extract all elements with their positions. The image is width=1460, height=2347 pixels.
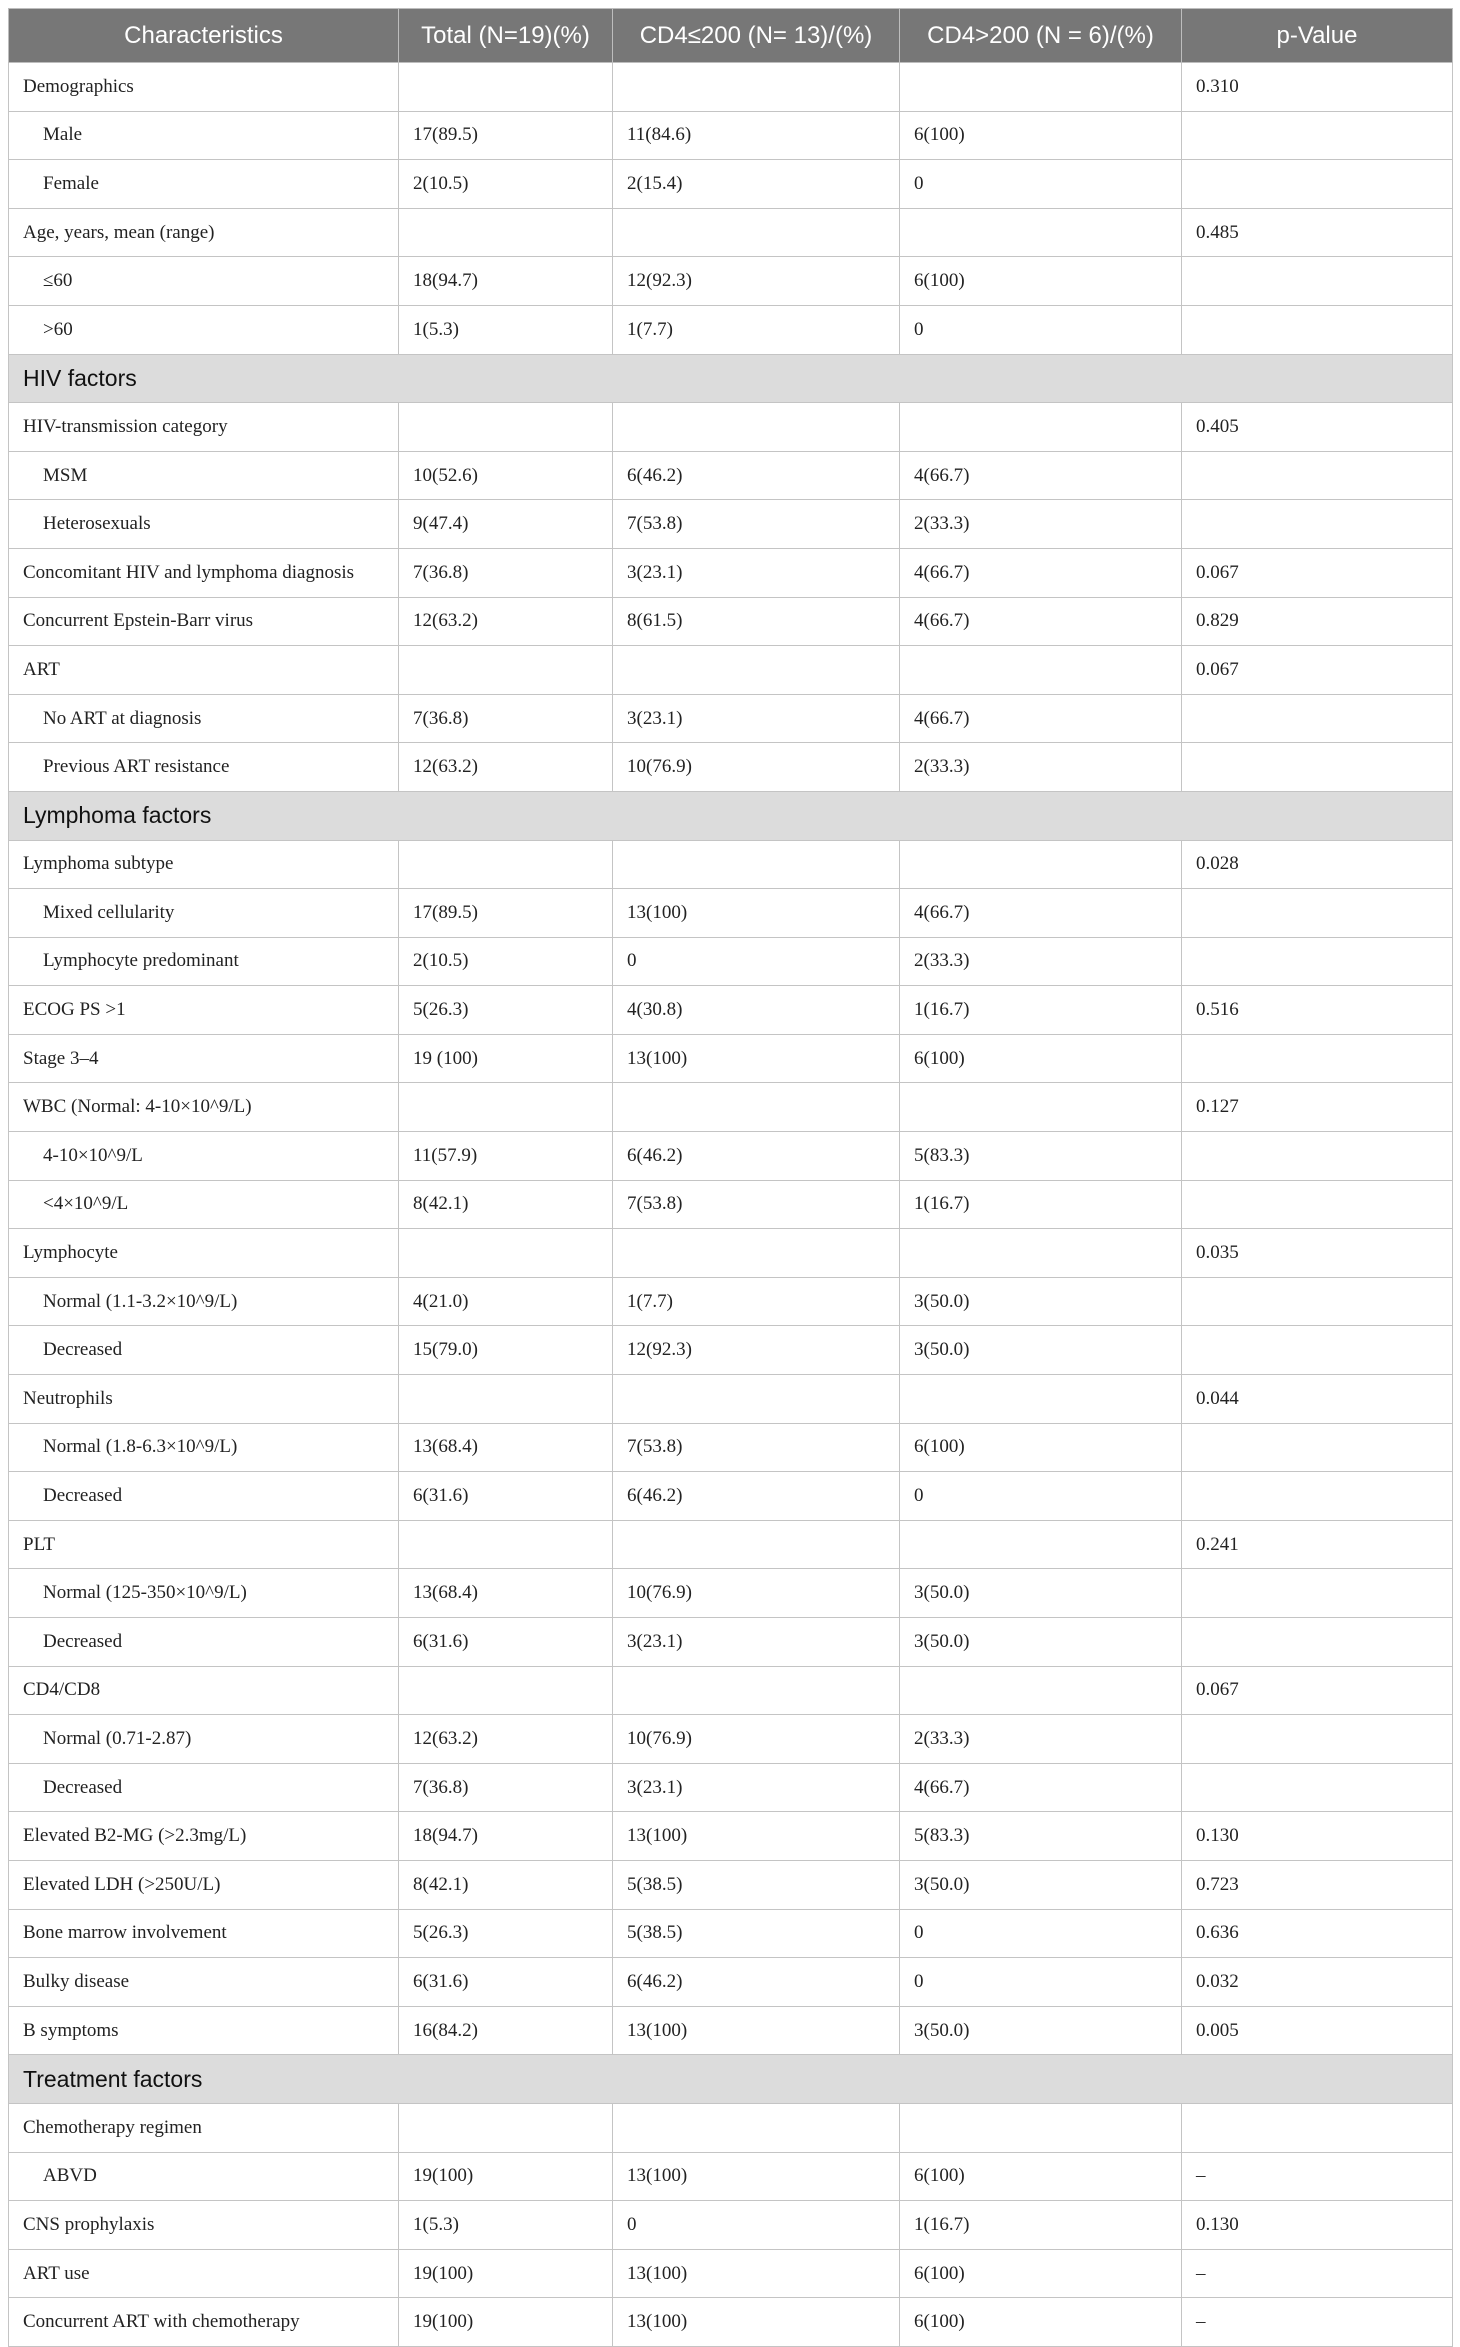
cell-cd4-low: 3(23.1) bbox=[613, 548, 900, 597]
cell-cd4-high: 2(33.3) bbox=[900, 743, 1182, 792]
cell-characteristic: MSM bbox=[9, 451, 399, 500]
table-header bbox=[9, 9, 1453, 63]
cell-cd4-high: 0 bbox=[900, 305, 1182, 354]
cell-cd4-high bbox=[900, 840, 1182, 889]
cell-cd4-high: 3(50.0) bbox=[900, 1860, 1182, 1909]
cell-cd4-low: 13(100) bbox=[613, 2249, 900, 2298]
cell-characteristic: <4×10^9/L bbox=[9, 1180, 399, 1229]
cell-total: 9(47.4) bbox=[399, 500, 613, 549]
cell-cd4-high: 3(50.0) bbox=[900, 1326, 1182, 1375]
cell-p-value bbox=[1182, 743, 1453, 792]
cell-cd4-high: 1(16.7) bbox=[900, 1180, 1182, 1229]
cell-cd4-high: 3(50.0) bbox=[900, 2006, 1182, 2055]
cell-cd4-high: 6(100) bbox=[900, 111, 1182, 160]
cell-p-value bbox=[1182, 1277, 1453, 1326]
cell-characteristic: ≤60 bbox=[9, 257, 399, 306]
cell-p-value bbox=[1182, 1618, 1453, 1667]
cell-p-value: 0.241 bbox=[1182, 1520, 1453, 1569]
cell-characteristic: Elevated LDH (>250U/L) bbox=[9, 1860, 399, 1909]
cell-cd4-low: 10(76.9) bbox=[613, 743, 900, 792]
table-row bbox=[9, 1180, 1453, 1229]
cell-total bbox=[399, 1520, 613, 1569]
cell-total: 7(36.8) bbox=[399, 548, 613, 597]
header-cd4-high: CD4>200 (N = 6)/(%) bbox=[900, 9, 1182, 63]
cell-p-value bbox=[1182, 1715, 1453, 1764]
cell-total: 12(63.2) bbox=[399, 743, 613, 792]
cell-characteristic: ECOG PS >1 bbox=[9, 986, 399, 1035]
cell-cd4-low: 0 bbox=[613, 2201, 900, 2250]
table-row bbox=[9, 305, 1453, 354]
cell-characteristic: Decreased bbox=[9, 1326, 399, 1375]
table-row bbox=[9, 208, 1453, 257]
table-row bbox=[9, 548, 1453, 597]
cell-characteristic: B symptoms bbox=[9, 2006, 399, 2055]
cell-cd4-high: 5(83.3) bbox=[900, 1132, 1182, 1181]
cell-cd4-low: 13(100) bbox=[613, 1812, 900, 1861]
cell-characteristic: Lymphoma subtype bbox=[9, 840, 399, 889]
cell-p-value: 0.005 bbox=[1182, 2006, 1453, 2055]
cell-cd4-high: 3(50.0) bbox=[900, 1277, 1182, 1326]
cell-cd4-low: 10(76.9) bbox=[613, 1569, 900, 1618]
table-row bbox=[9, 1909, 1453, 1958]
cell-p-value: 0.130 bbox=[1182, 1812, 1453, 1861]
cell-p-value bbox=[1182, 1763, 1453, 1812]
cell-p-value bbox=[1182, 694, 1453, 743]
cell-cd4-low: 13(100) bbox=[613, 2006, 900, 2055]
cell-characteristic: Normal (1.1-3.2×10^9/L) bbox=[9, 1277, 399, 1326]
cell-characteristic: Decreased bbox=[9, 1618, 399, 1667]
header-characteristics: Characteristics bbox=[9, 9, 399, 63]
cell-cd4-high bbox=[900, 208, 1182, 257]
cell-p-value bbox=[1182, 451, 1453, 500]
cell-p-value: 0.485 bbox=[1182, 208, 1453, 257]
cell-total bbox=[399, 403, 613, 452]
cell-p-value: 0.723 bbox=[1182, 1860, 1453, 1909]
cell-total bbox=[399, 840, 613, 889]
cell-cd4-low: 7(53.8) bbox=[613, 1180, 900, 1229]
cell-cd4-low bbox=[613, 1229, 900, 1278]
cell-characteristic: PLT bbox=[9, 1520, 399, 1569]
cell-characteristic: Bone marrow involvement bbox=[9, 1909, 399, 1958]
cell-p-value: 0.127 bbox=[1182, 1083, 1453, 1132]
section-header-row bbox=[9, 2055, 1453, 2104]
cell-cd4-low: 8(61.5) bbox=[613, 597, 900, 646]
cell-p-value bbox=[1182, 500, 1453, 549]
table-row bbox=[9, 1229, 1453, 1278]
cell-total: 13(68.4) bbox=[399, 1569, 613, 1618]
section-header-row bbox=[9, 791, 1453, 840]
cell-cd4-low: 5(38.5) bbox=[613, 1909, 900, 1958]
cell-p-value: 0.067 bbox=[1182, 1666, 1453, 1715]
cell-cd4-high bbox=[900, 1520, 1182, 1569]
cell-p-value: 0.035 bbox=[1182, 1229, 1453, 1278]
table-row bbox=[9, 694, 1453, 743]
cell-p-value: 0.067 bbox=[1182, 646, 1453, 695]
cell-cd4-low: 3(23.1) bbox=[613, 694, 900, 743]
cell-cd4-high: 2(33.3) bbox=[900, 500, 1182, 549]
table-row bbox=[9, 986, 1453, 1035]
cell-p-value bbox=[1182, 889, 1453, 938]
cell-cd4-low bbox=[613, 1520, 900, 1569]
table-row bbox=[9, 1326, 1453, 1375]
table-row bbox=[9, 2249, 1453, 2298]
cell-cd4-high: 6(100) bbox=[900, 2298, 1182, 2347]
cell-cd4-low bbox=[613, 403, 900, 452]
cell-cd4-high: 4(66.7) bbox=[900, 889, 1182, 938]
cell-cd4-high: 0 bbox=[900, 160, 1182, 209]
cell-cd4-high: 4(66.7) bbox=[900, 694, 1182, 743]
cell-cd4-high bbox=[900, 63, 1182, 112]
table-row bbox=[9, 111, 1453, 160]
cell-total bbox=[399, 208, 613, 257]
cell-p-value bbox=[1182, 1472, 1453, 1521]
cell-characteristic: Bulky disease bbox=[9, 1958, 399, 2007]
table-row bbox=[9, 1375, 1453, 1424]
cell-total: 7(36.8) bbox=[399, 1763, 613, 1812]
table-row bbox=[9, 160, 1453, 209]
cell-characteristic: Demographics bbox=[9, 63, 399, 112]
cell-cd4-low: 6(46.2) bbox=[613, 1958, 900, 2007]
cell-cd4-low: 0 bbox=[613, 937, 900, 986]
cell-cd4-low: 3(23.1) bbox=[613, 1763, 900, 1812]
cell-cd4-low: 13(100) bbox=[613, 1034, 900, 1083]
cell-characteristic: Neutrophils bbox=[9, 1375, 399, 1424]
cell-cd4-high: 0 bbox=[900, 1958, 1182, 2007]
cell-p-value bbox=[1182, 2103, 1453, 2152]
cell-cd4-high bbox=[900, 1083, 1182, 1132]
cell-cd4-high bbox=[900, 646, 1182, 695]
header-cd4-low: CD4≤200 (N= 13)/(%) bbox=[613, 9, 900, 63]
cell-cd4-high: 6(100) bbox=[900, 1034, 1182, 1083]
cell-total: 7(36.8) bbox=[399, 694, 613, 743]
cell-total: 19(100) bbox=[399, 2152, 613, 2201]
cell-total bbox=[399, 1229, 613, 1278]
cell-cd4-high: 4(66.7) bbox=[900, 1763, 1182, 1812]
cell-p-value: – bbox=[1182, 2152, 1453, 2201]
cell-total: 5(26.3) bbox=[399, 1909, 613, 1958]
cell-total: 2(10.5) bbox=[399, 160, 613, 209]
cell-total bbox=[399, 2103, 613, 2152]
cell-total: 8(42.1) bbox=[399, 1180, 613, 1229]
cell-cd4-low: 13(100) bbox=[613, 889, 900, 938]
cell-p-value bbox=[1182, 160, 1453, 209]
table-row bbox=[9, 2201, 1453, 2250]
cell-characteristic: Age, years, mean (range) bbox=[9, 208, 399, 257]
cell-p-value bbox=[1182, 1180, 1453, 1229]
cell-cd4-low: 6(46.2) bbox=[613, 1132, 900, 1181]
cell-p-value: 0.405 bbox=[1182, 403, 1453, 452]
cell-cd4-low bbox=[613, 1375, 900, 1424]
cell-total: 2(10.5) bbox=[399, 937, 613, 986]
cell-characteristic: 4-10×10^9/L bbox=[9, 1132, 399, 1181]
cell-cd4-high: 6(100) bbox=[900, 1423, 1182, 1472]
table-row bbox=[9, 2298, 1453, 2347]
table-row bbox=[9, 2006, 1453, 2055]
cell-cd4-low: 12(92.3) bbox=[613, 257, 900, 306]
cell-p-value: 0.130 bbox=[1182, 2201, 1453, 2250]
table-row bbox=[9, 937, 1453, 986]
cell-characteristic: Concomitant HIV and lymphoma diagnosis bbox=[9, 548, 399, 597]
cell-p-value: – bbox=[1182, 2298, 1453, 2347]
table-row bbox=[9, 1812, 1453, 1861]
cell-total bbox=[399, 646, 613, 695]
cell-total: 16(84.2) bbox=[399, 2006, 613, 2055]
cell-cd4-low: 13(100) bbox=[613, 2298, 900, 2347]
cell-total: 18(94.7) bbox=[399, 257, 613, 306]
table-row bbox=[9, 1860, 1453, 1909]
cell-cd4-low: 3(23.1) bbox=[613, 1618, 900, 1667]
cell-cd4-high: 3(50.0) bbox=[900, 1569, 1182, 1618]
table-body bbox=[9, 63, 1453, 2347]
cell-cd4-high: 4(66.7) bbox=[900, 548, 1182, 597]
table-row bbox=[9, 1277, 1453, 1326]
characteristics-table bbox=[8, 8, 1453, 2347]
cell-p-value bbox=[1182, 1034, 1453, 1083]
cell-characteristic: ABVD bbox=[9, 2152, 399, 2201]
header-total: Total (N=19)(%) bbox=[399, 9, 613, 63]
cell-cd4-low: 1(7.7) bbox=[613, 1277, 900, 1326]
table-row bbox=[9, 743, 1453, 792]
cell-cd4-low bbox=[613, 646, 900, 695]
cell-total bbox=[399, 63, 613, 112]
cell-total: 4(21.0) bbox=[399, 1277, 613, 1326]
cell-p-value bbox=[1182, 1326, 1453, 1375]
cell-p-value: 0.032 bbox=[1182, 1958, 1453, 2007]
section-header-label: Lymphoma factors bbox=[9, 791, 1453, 840]
table-row bbox=[9, 1083, 1453, 1132]
cell-characteristic: Lymphocyte predominant bbox=[9, 937, 399, 986]
table-row bbox=[9, 1520, 1453, 1569]
cell-total: 17(89.5) bbox=[399, 111, 613, 160]
cell-total: 12(63.2) bbox=[399, 597, 613, 646]
cell-cd4-high: 2(33.3) bbox=[900, 937, 1182, 986]
table-row bbox=[9, 1618, 1453, 1667]
cell-cd4-high: 3(50.0) bbox=[900, 1618, 1182, 1667]
cell-p-value: 0.829 bbox=[1182, 597, 1453, 646]
cell-total bbox=[399, 1666, 613, 1715]
table-row bbox=[9, 257, 1453, 306]
cell-cd4-low: 13(100) bbox=[613, 2152, 900, 2201]
cell-p-value bbox=[1182, 1569, 1453, 1618]
cell-total: 11(57.9) bbox=[399, 1132, 613, 1181]
header-row bbox=[9, 9, 1453, 63]
cell-characteristic: Heterosexuals bbox=[9, 500, 399, 549]
cell-cd4-low bbox=[613, 63, 900, 112]
table-row bbox=[9, 1423, 1453, 1472]
cell-total: 12(63.2) bbox=[399, 1715, 613, 1764]
cell-characteristic: Concurrent ART with chemotherapy bbox=[9, 2298, 399, 2347]
cell-characteristic: ART bbox=[9, 646, 399, 695]
cell-cd4-low: 11(84.6) bbox=[613, 111, 900, 160]
cell-total: 15(79.0) bbox=[399, 1326, 613, 1375]
cell-cd4-low: 7(53.8) bbox=[613, 500, 900, 549]
cell-total: 19(100) bbox=[399, 2249, 613, 2298]
cell-characteristic: ART use bbox=[9, 2249, 399, 2298]
cell-p-value: 0.310 bbox=[1182, 63, 1453, 112]
table-row bbox=[9, 1034, 1453, 1083]
cell-cd4-low: 6(46.2) bbox=[613, 451, 900, 500]
cell-cd4-high: 6(100) bbox=[900, 2249, 1182, 2298]
cell-total bbox=[399, 1083, 613, 1132]
table-row bbox=[9, 646, 1453, 695]
cell-total: 5(26.3) bbox=[399, 986, 613, 1035]
cell-cd4-high bbox=[900, 1375, 1182, 1424]
table-row bbox=[9, 889, 1453, 938]
cell-cd4-high: 1(16.7) bbox=[900, 2201, 1182, 2250]
cell-characteristic: WBC (Normal: 4-10×10^9/L) bbox=[9, 1083, 399, 1132]
cell-total: 10(52.6) bbox=[399, 451, 613, 500]
table-row bbox=[9, 1569, 1453, 1618]
cell-total: 18(94.7) bbox=[399, 1812, 613, 1861]
cell-characteristic: Normal (1.8-6.3×10^9/L) bbox=[9, 1423, 399, 1472]
cell-p-value: 0.636 bbox=[1182, 1909, 1453, 1958]
cell-p-value bbox=[1182, 257, 1453, 306]
table-row bbox=[9, 451, 1453, 500]
cell-cd4-low: 5(38.5) bbox=[613, 1860, 900, 1909]
cell-cd4-high: 1(16.7) bbox=[900, 986, 1182, 1035]
cell-cd4-high bbox=[900, 403, 1182, 452]
table-row bbox=[9, 1958, 1453, 2007]
cell-characteristic: >60 bbox=[9, 305, 399, 354]
cell-characteristic: Elevated B2-MG (>2.3mg/L) bbox=[9, 1812, 399, 1861]
cell-characteristic: Previous ART resistance bbox=[9, 743, 399, 792]
cell-characteristic: Male bbox=[9, 111, 399, 160]
cell-p-value: 0.028 bbox=[1182, 840, 1453, 889]
cell-cd4-low bbox=[613, 1083, 900, 1132]
cell-p-value bbox=[1182, 1132, 1453, 1181]
cell-total: 1(5.3) bbox=[399, 305, 613, 354]
cell-cd4-high: 6(100) bbox=[900, 2152, 1182, 2201]
cell-cd4-high: 0 bbox=[900, 1472, 1182, 1521]
cell-characteristic: Lymphocyte bbox=[9, 1229, 399, 1278]
cell-total: 6(31.6) bbox=[399, 1472, 613, 1521]
cell-cd4-low: 2(15.4) bbox=[613, 160, 900, 209]
cell-total: 17(89.5) bbox=[399, 889, 613, 938]
cell-cd4-high: 2(33.3) bbox=[900, 1715, 1182, 1764]
section-header-label: Treatment factors bbox=[9, 2055, 1453, 2104]
cell-characteristic: HIV-transmission category bbox=[9, 403, 399, 452]
cell-cd4-high: 0 bbox=[900, 1909, 1182, 1958]
table-row bbox=[9, 2103, 1453, 2152]
cell-cd4-high bbox=[900, 1229, 1182, 1278]
cell-total: 6(31.6) bbox=[399, 1618, 613, 1667]
table-row bbox=[9, 500, 1453, 549]
cell-characteristic: CD4/CD8 bbox=[9, 1666, 399, 1715]
header-p-value: p-Value bbox=[1182, 9, 1453, 63]
cell-cd4-low: 6(46.2) bbox=[613, 1472, 900, 1521]
cell-cd4-high bbox=[900, 1666, 1182, 1715]
cell-characteristic: No ART at diagnosis bbox=[9, 694, 399, 743]
cell-p-value bbox=[1182, 937, 1453, 986]
cell-p-value: 0.516 bbox=[1182, 986, 1453, 1035]
table-row bbox=[9, 63, 1453, 112]
cell-cd4-low: 7(53.8) bbox=[613, 1423, 900, 1472]
cell-cd4-low: 10(76.9) bbox=[613, 1715, 900, 1764]
cell-p-value bbox=[1182, 1423, 1453, 1472]
cell-cd4-low: 4(30.8) bbox=[613, 986, 900, 1035]
table-row bbox=[9, 2152, 1453, 2201]
cell-cd4-high: 5(83.3) bbox=[900, 1812, 1182, 1861]
table-row bbox=[9, 1666, 1453, 1715]
cell-total: 19(100) bbox=[399, 2298, 613, 2347]
table-row bbox=[9, 840, 1453, 889]
table-row bbox=[9, 1472, 1453, 1521]
cell-characteristic: Mixed cellularity bbox=[9, 889, 399, 938]
table-row bbox=[9, 403, 1453, 452]
table-row bbox=[9, 1715, 1453, 1764]
cell-cd4-high: 4(66.7) bbox=[900, 597, 1182, 646]
cell-cd4-low bbox=[613, 840, 900, 889]
cell-cd4-high: 6(100) bbox=[900, 257, 1182, 306]
cell-characteristic: Female bbox=[9, 160, 399, 209]
cell-cd4-high: 4(66.7) bbox=[900, 451, 1182, 500]
cell-p-value: – bbox=[1182, 2249, 1453, 2298]
cell-cd4-low bbox=[613, 208, 900, 257]
cell-cd4-high bbox=[900, 2103, 1182, 2152]
cell-total: 19 (100) bbox=[399, 1034, 613, 1083]
cell-total: 1(5.3) bbox=[399, 2201, 613, 2250]
cell-total: 8(42.1) bbox=[399, 1860, 613, 1909]
cell-characteristic: Concurrent Epstein-Barr virus bbox=[9, 597, 399, 646]
section-header-row bbox=[9, 354, 1453, 403]
cell-p-value: 0.044 bbox=[1182, 1375, 1453, 1424]
table-row bbox=[9, 1132, 1453, 1181]
cell-characteristic: Decreased bbox=[9, 1472, 399, 1521]
cell-total: 13(68.4) bbox=[399, 1423, 613, 1472]
cell-p-value bbox=[1182, 111, 1453, 160]
cell-p-value: 0.067 bbox=[1182, 548, 1453, 597]
cell-cd4-low bbox=[613, 2103, 900, 2152]
cell-total bbox=[399, 1375, 613, 1424]
cell-characteristic: Stage 3–4 bbox=[9, 1034, 399, 1083]
cell-characteristic: Chemotherapy regimen bbox=[9, 2103, 399, 2152]
section-header-label: HIV factors bbox=[9, 354, 1453, 403]
cell-characteristic: Normal (125-350×10^9/L) bbox=[9, 1569, 399, 1618]
cell-p-value bbox=[1182, 305, 1453, 354]
cell-cd4-low: 12(92.3) bbox=[613, 1326, 900, 1375]
cell-cd4-low: 1(7.7) bbox=[613, 305, 900, 354]
cell-total: 6(31.6) bbox=[399, 1958, 613, 2007]
table-row bbox=[9, 1763, 1453, 1812]
cell-cd4-low bbox=[613, 1666, 900, 1715]
cell-characteristic: CNS prophylaxis bbox=[9, 2201, 399, 2250]
table-row bbox=[9, 597, 1453, 646]
cell-characteristic: Normal (0.71-2.87) bbox=[9, 1715, 399, 1764]
cell-characteristic: Decreased bbox=[9, 1763, 399, 1812]
